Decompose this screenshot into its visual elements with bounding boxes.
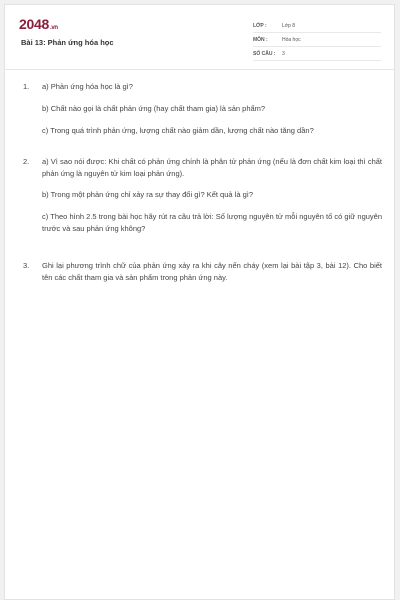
meta-class-label: LỚP :	[253, 23, 267, 29]
question-1-part-a: a) Phản ứng hóa học là gì?	[42, 82, 133, 91]
meta-subject-value: Hóa học	[282, 37, 301, 43]
meta-subject-row	[253, 37, 381, 47]
lesson-title: Bài 13: Phản ứng hóa học	[21, 38, 114, 47]
question-3-text: Ghi lại phương trình chữ của phản ứng xảy ra khi cây nến cháy (xem lại bài tập 3, bài 12). Cho biết tên các chất tham gia và sản phẩm trong phản ứng này.	[42, 261, 382, 282]
worksheet-header	[5, 5, 394, 69]
question-1-part-c: c) Trong quá trình phản ứng, lượng chất nào giảm dần, lượng chất nào tăng dần?	[42, 126, 314, 135]
logo-text: 2048	[19, 16, 49, 32]
question-number: 1.	[23, 82, 30, 91]
meta-class-value: Lớp 8	[282, 23, 296, 29]
question-number: 3.	[23, 261, 30, 270]
meta-count-label: SỐ CÂU :	[253, 51, 276, 57]
question-1-part-b: b) Chất nào gọi là chất phản ứng (hay chất tham gia) là sản phẩm?	[42, 104, 266, 113]
meta-subject-label: MÔN :	[253, 37, 268, 43]
question-2-part-a: a) Vì sao nói được: Khi chất có phản ứng chính là phân tử phản ứng (nếu là đơn chất kim loại thì chất phản ứng là nguyên tử kim loại phản ứng).	[42, 157, 382, 178]
worksheet-page	[4, 4, 395, 600]
header-divider	[5, 69, 394, 70]
meta-count-row	[253, 51, 381, 61]
question-2-part-b: b) Trong một phản ứng chỉ xảy ra sự thay đổi gì? Kết quả là gì?	[42, 190, 253, 199]
site-logo[interactable]	[19, 16, 58, 32]
question-2-part-c: c) Theo hình 2.5 trong bài học hãy rút ra câu trả lời: Số lượng nguyên tử mỗi nguyên tố có giữ nguyên trước và sau phản ứng không?	[42, 212, 382, 233]
question-number: 2.	[23, 157, 30, 166]
meta-count-value: 3	[282, 51, 285, 57]
meta-class-row	[253, 23, 381, 33]
logo-suffix: .vn	[49, 25, 58, 31]
